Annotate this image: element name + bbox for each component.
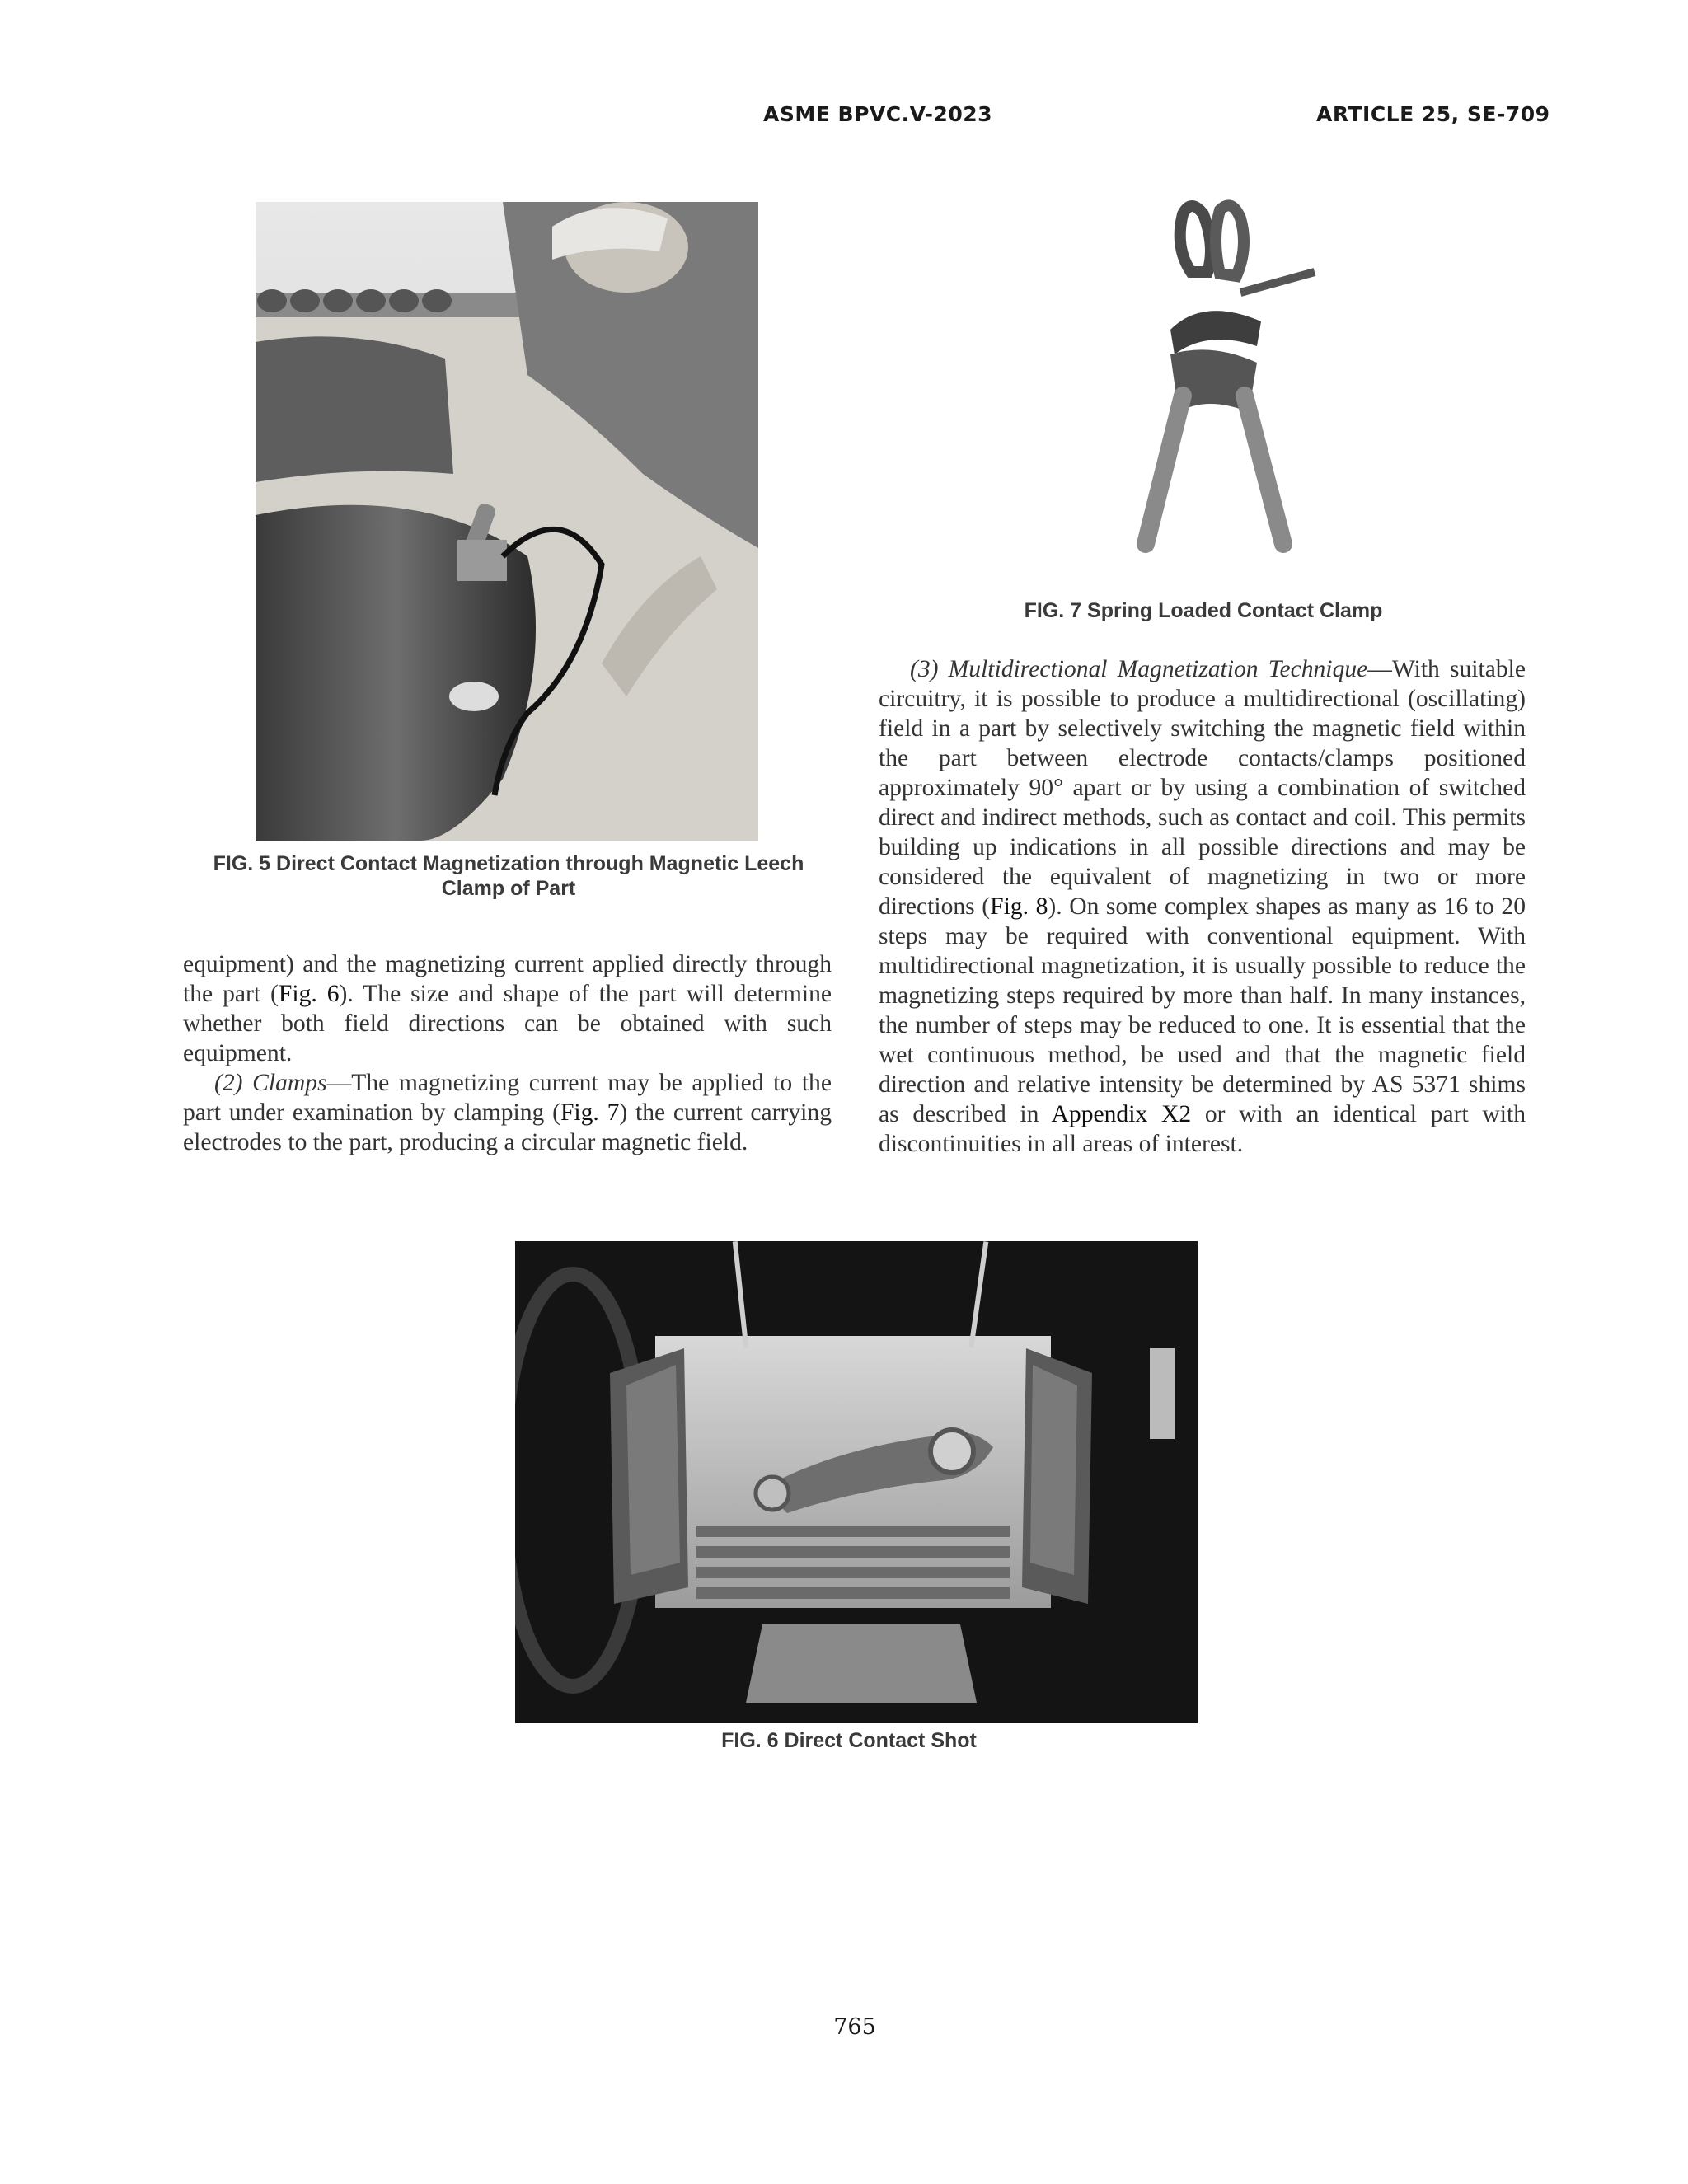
fig6-caption: FIG. 6 Direct Contact Shot — [721, 1729, 977, 1752]
text-run: or with an identical part with discontinuities in all areas of interest. — [879, 1101, 1526, 1157]
fig5-caption-line1: FIG. 5 Direct Contact Magnetization through Magnetic Leech — [213, 852, 804, 875]
paragraph-equipment — [183, 949, 832, 1068]
fig6-photo — [515, 1241, 1198, 1723]
fig6-link[interactable]: Fig. 6 — [278, 981, 340, 1007]
fig7-caption: FIG. 7 Spring Loaded Contact Clamp — [1024, 599, 1383, 622]
fig7-photo — [1067, 198, 1356, 577]
item-number: (2) — [214, 1070, 253, 1096]
text-run: equipment) and the magnetizing current applied directly through the part ( — [183, 951, 832, 1007]
right-text-column — [879, 654, 1526, 1159]
paragraph-clamps — [183, 1068, 832, 1157]
text-run: ). The size and shape of the part will determine whether both field directions can be obtained with such equipment. — [183, 981, 832, 1066]
fig5-caption-line2: Clamp of Part — [441, 877, 576, 900]
text-run: —With suitable circuitry, it is possible to produce a multidirectional (oscillating) field in a part by selectively switching the magnetic field within the part between electrode contacts/clamps positioned approximately 90° apart or by using a combination of switched direct and indirect methods, such as contact and coil. This permits building up indications in all possible directions and may be considered the equivalent of magnetizing in two or more directions ( — [879, 656, 1526, 920]
item-title: Multidirectional Magnetization Technique — [948, 656, 1368, 682]
item-title: Clamps — [252, 1070, 327, 1096]
left-text-column — [183, 949, 832, 1157]
fig8-link[interactable]: Fig. 8 — [990, 893, 1048, 920]
text-run: —The magnetizing current may be applied to the part under examination by clamping ( — [183, 1070, 832, 1126]
text-run: ). On some complex shapes as many as 16 to 20 steps may be required with conventional equipment. With multidirectional magnetization, it is usually possible to reduce the magnetizing steps required by more than half. In many instances, the number of steps may be reduced to one. It is essential that the wet continuous method, be used and that the magnetic field direction and relative intensity be determined by AS 5371 shims as described in — [879, 893, 1526, 1127]
paragraph-multidirectional — [879, 654, 1526, 1159]
fig5-photo — [256, 202, 758, 841]
running-header-left: ASME BPVC.V-2023 — [763, 102, 993, 126]
text-run: ) the current carrying electrodes to the part, producing a circular magnetic field. — [183, 1099, 832, 1155]
item-number: (3) — [910, 656, 949, 682]
fig7-link[interactable]: Fig. 7 — [560, 1099, 620, 1126]
running-header-right: ARTICLE 25, SE-709 — [1316, 102, 1550, 126]
appendix-x2-link[interactable]: Appendix X2 — [1051, 1101, 1192, 1127]
page-number: 765 — [833, 2014, 876, 2040]
fig5-caption — [183, 851, 834, 901]
